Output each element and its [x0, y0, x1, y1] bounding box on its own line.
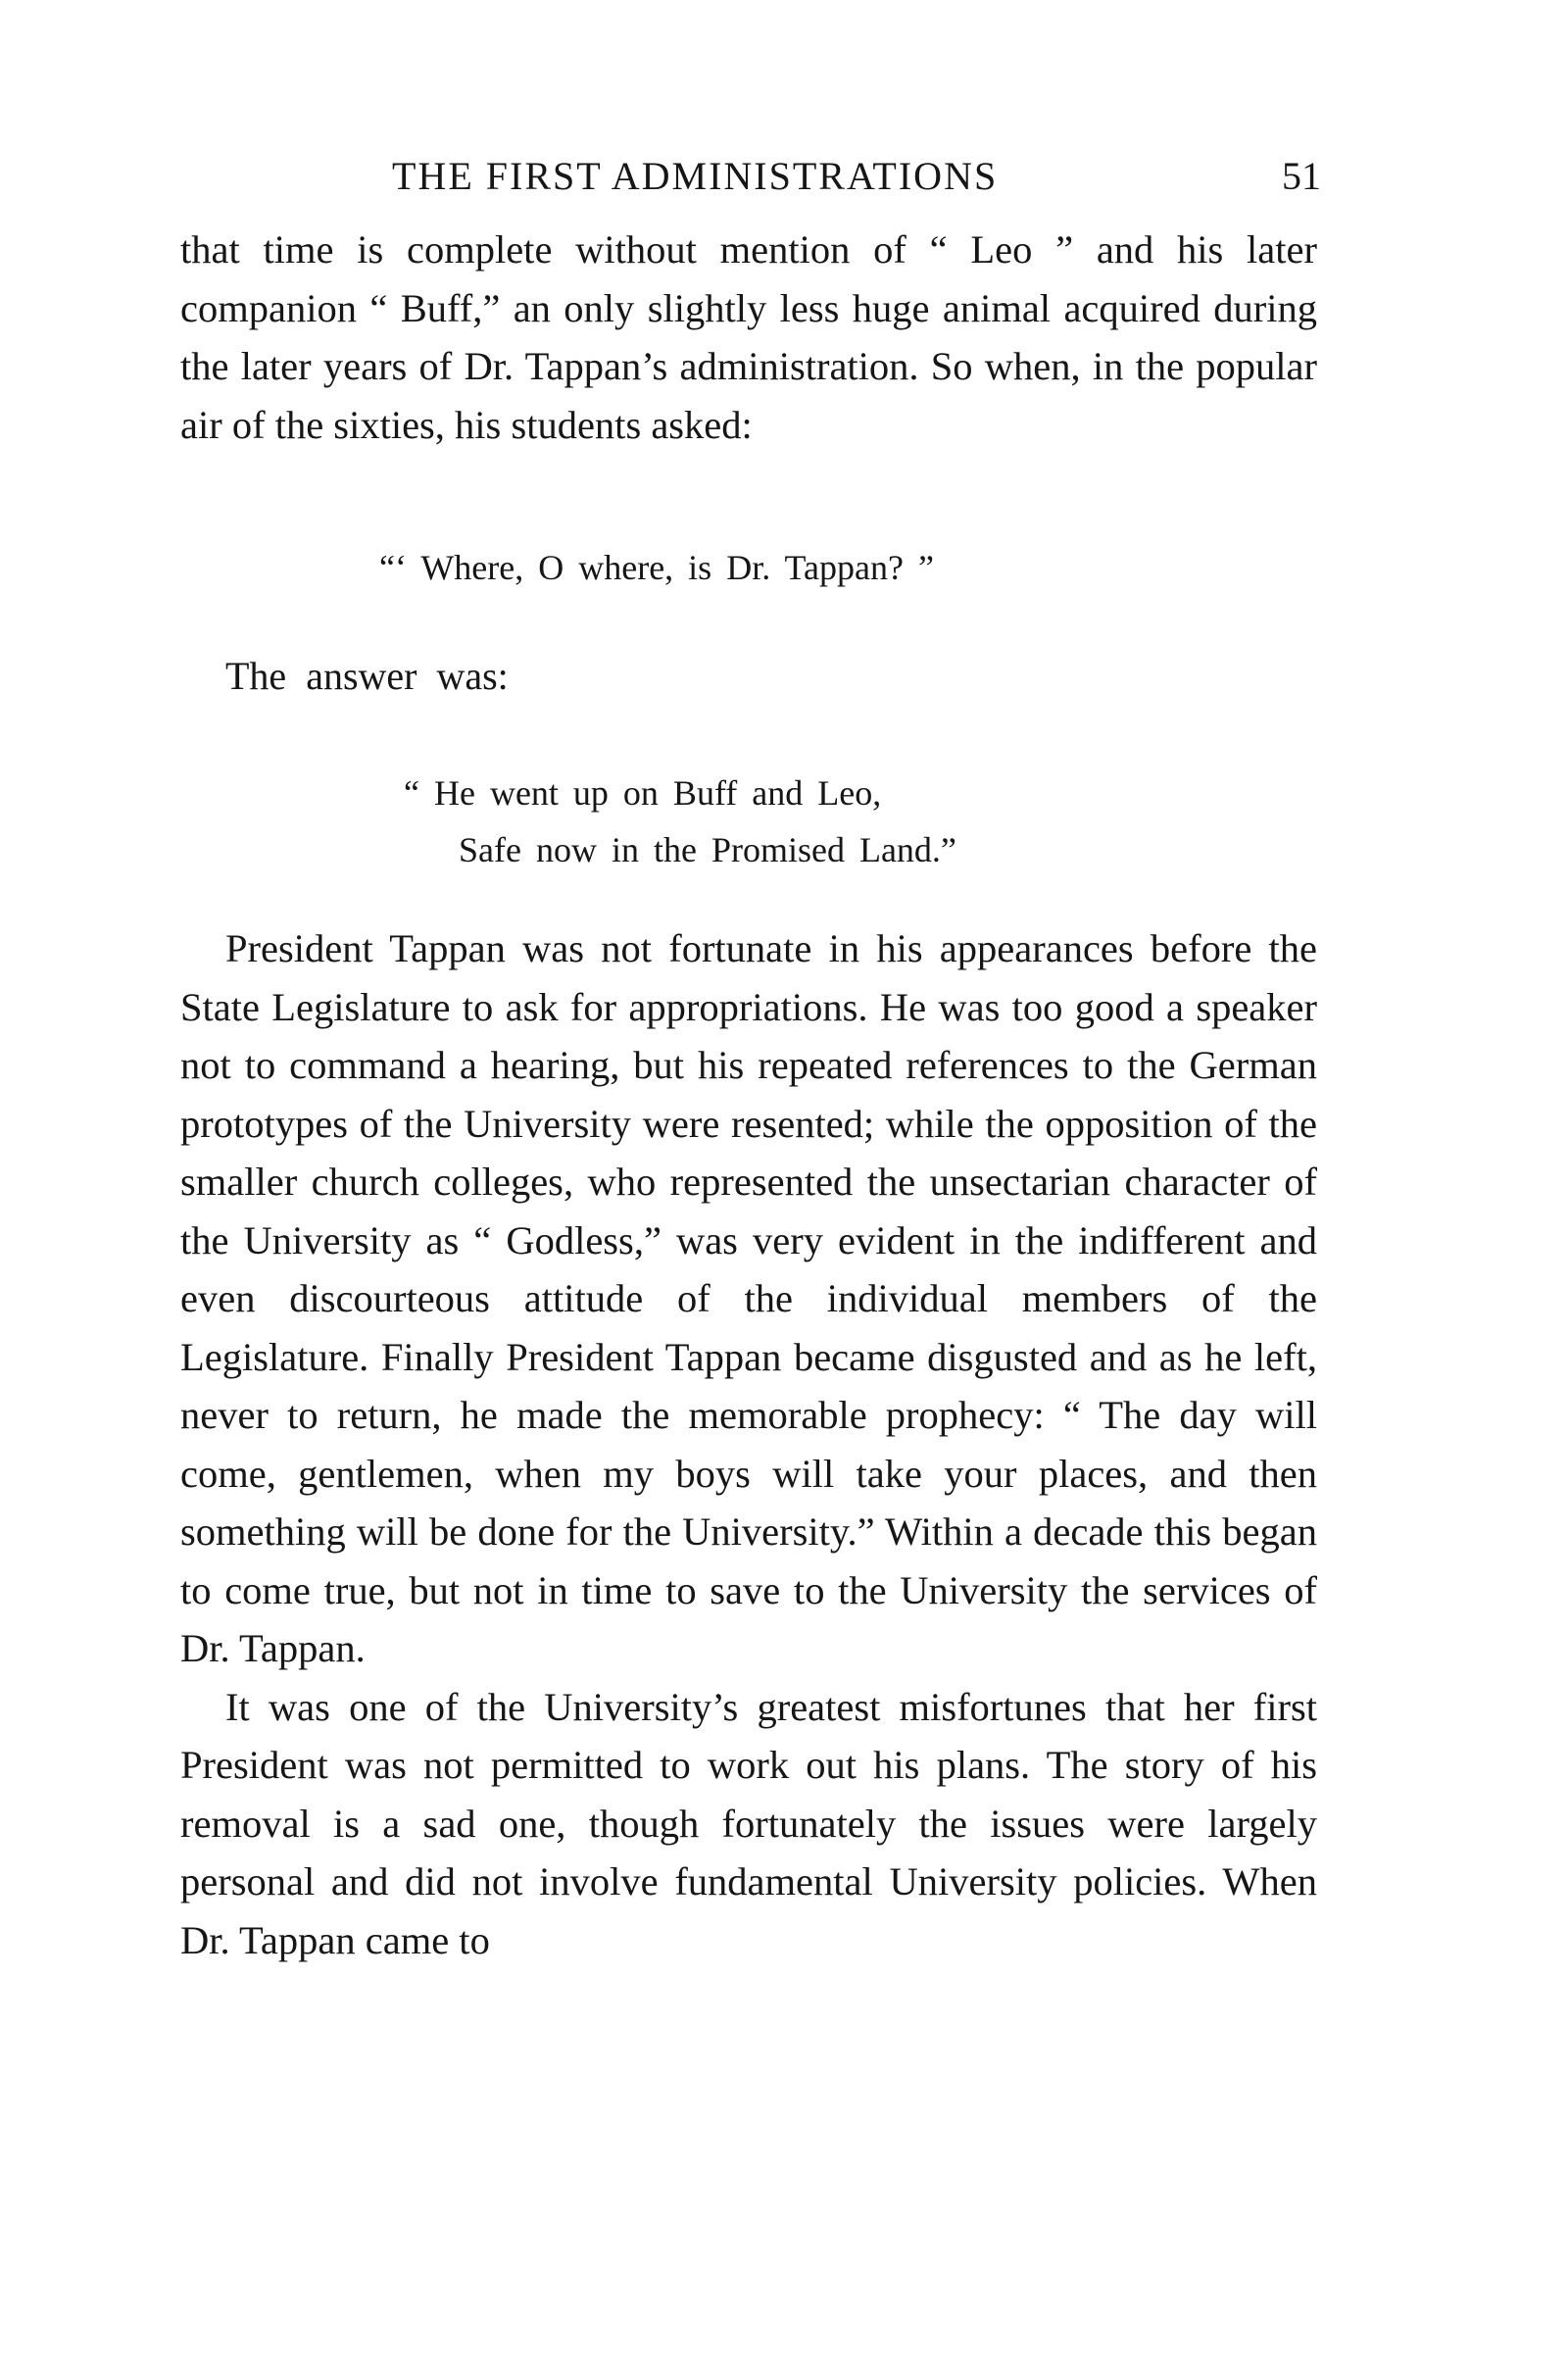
- misfortune-paragraph: It was one of the University’s greatest misfortunes that her first President was not permitted to work out his plans. The story of his removal is a sad one, though fortunately the issues were largely personal and did not involve fundamental University policies. When Dr. Tappan came to: [180, 1684, 1317, 1962]
- opening-paragraph: that time is complete without mention of “ Leo ” and his later companion “ Buff,” an only slightly less huge animal acquired during the later years of Dr. Tappan’s administration. So when, in the popular air of the sixties, his students asked:: [180, 227, 1317, 447]
- opening-paragraph-block: [180, 221, 1317, 454]
- verse-line: Safe now in the Promised Land.”: [459, 830, 956, 869]
- verse-line: “ He went up on Buff and Leo,: [404, 773, 882, 813]
- page-number: 51: [1282, 154, 1321, 198]
- running-head: [176, 149, 1321, 204]
- answer-intro: The answer was:: [225, 654, 509, 698]
- body-paragraphs: [180, 919, 1317, 1969]
- verse-block: [404, 765, 956, 878]
- quote-question: “‘ Where, O where, is Dr. Tappan? ”: [379, 548, 934, 587]
- legislature-paragraph: President Tappan was not fortunate in his appearances before the State Legislature to ask for appropriations. He was too good a speaker not to command a hearing, but his repeated references to the German prototypes of the University were resented; while the opposition of the smaller church colleges, who represented the unsectarian character of the University as “ Godless,” was very evident in the indifferent and even discourteous attitude of the individual members of the Legislature. Finally President Tappan became disgusted and as he left, never to return, he made the memorable prophecy: “ The day will come, gentlemen, when my boys will take your places, and then something will be done for the University.” Within a decade this began to come true, but not in time to save to the University the services of Dr. Tappan.: [180, 926, 1317, 1670]
- running-title: THE FIRST ADMINISTRATIONS: [392, 154, 999, 198]
